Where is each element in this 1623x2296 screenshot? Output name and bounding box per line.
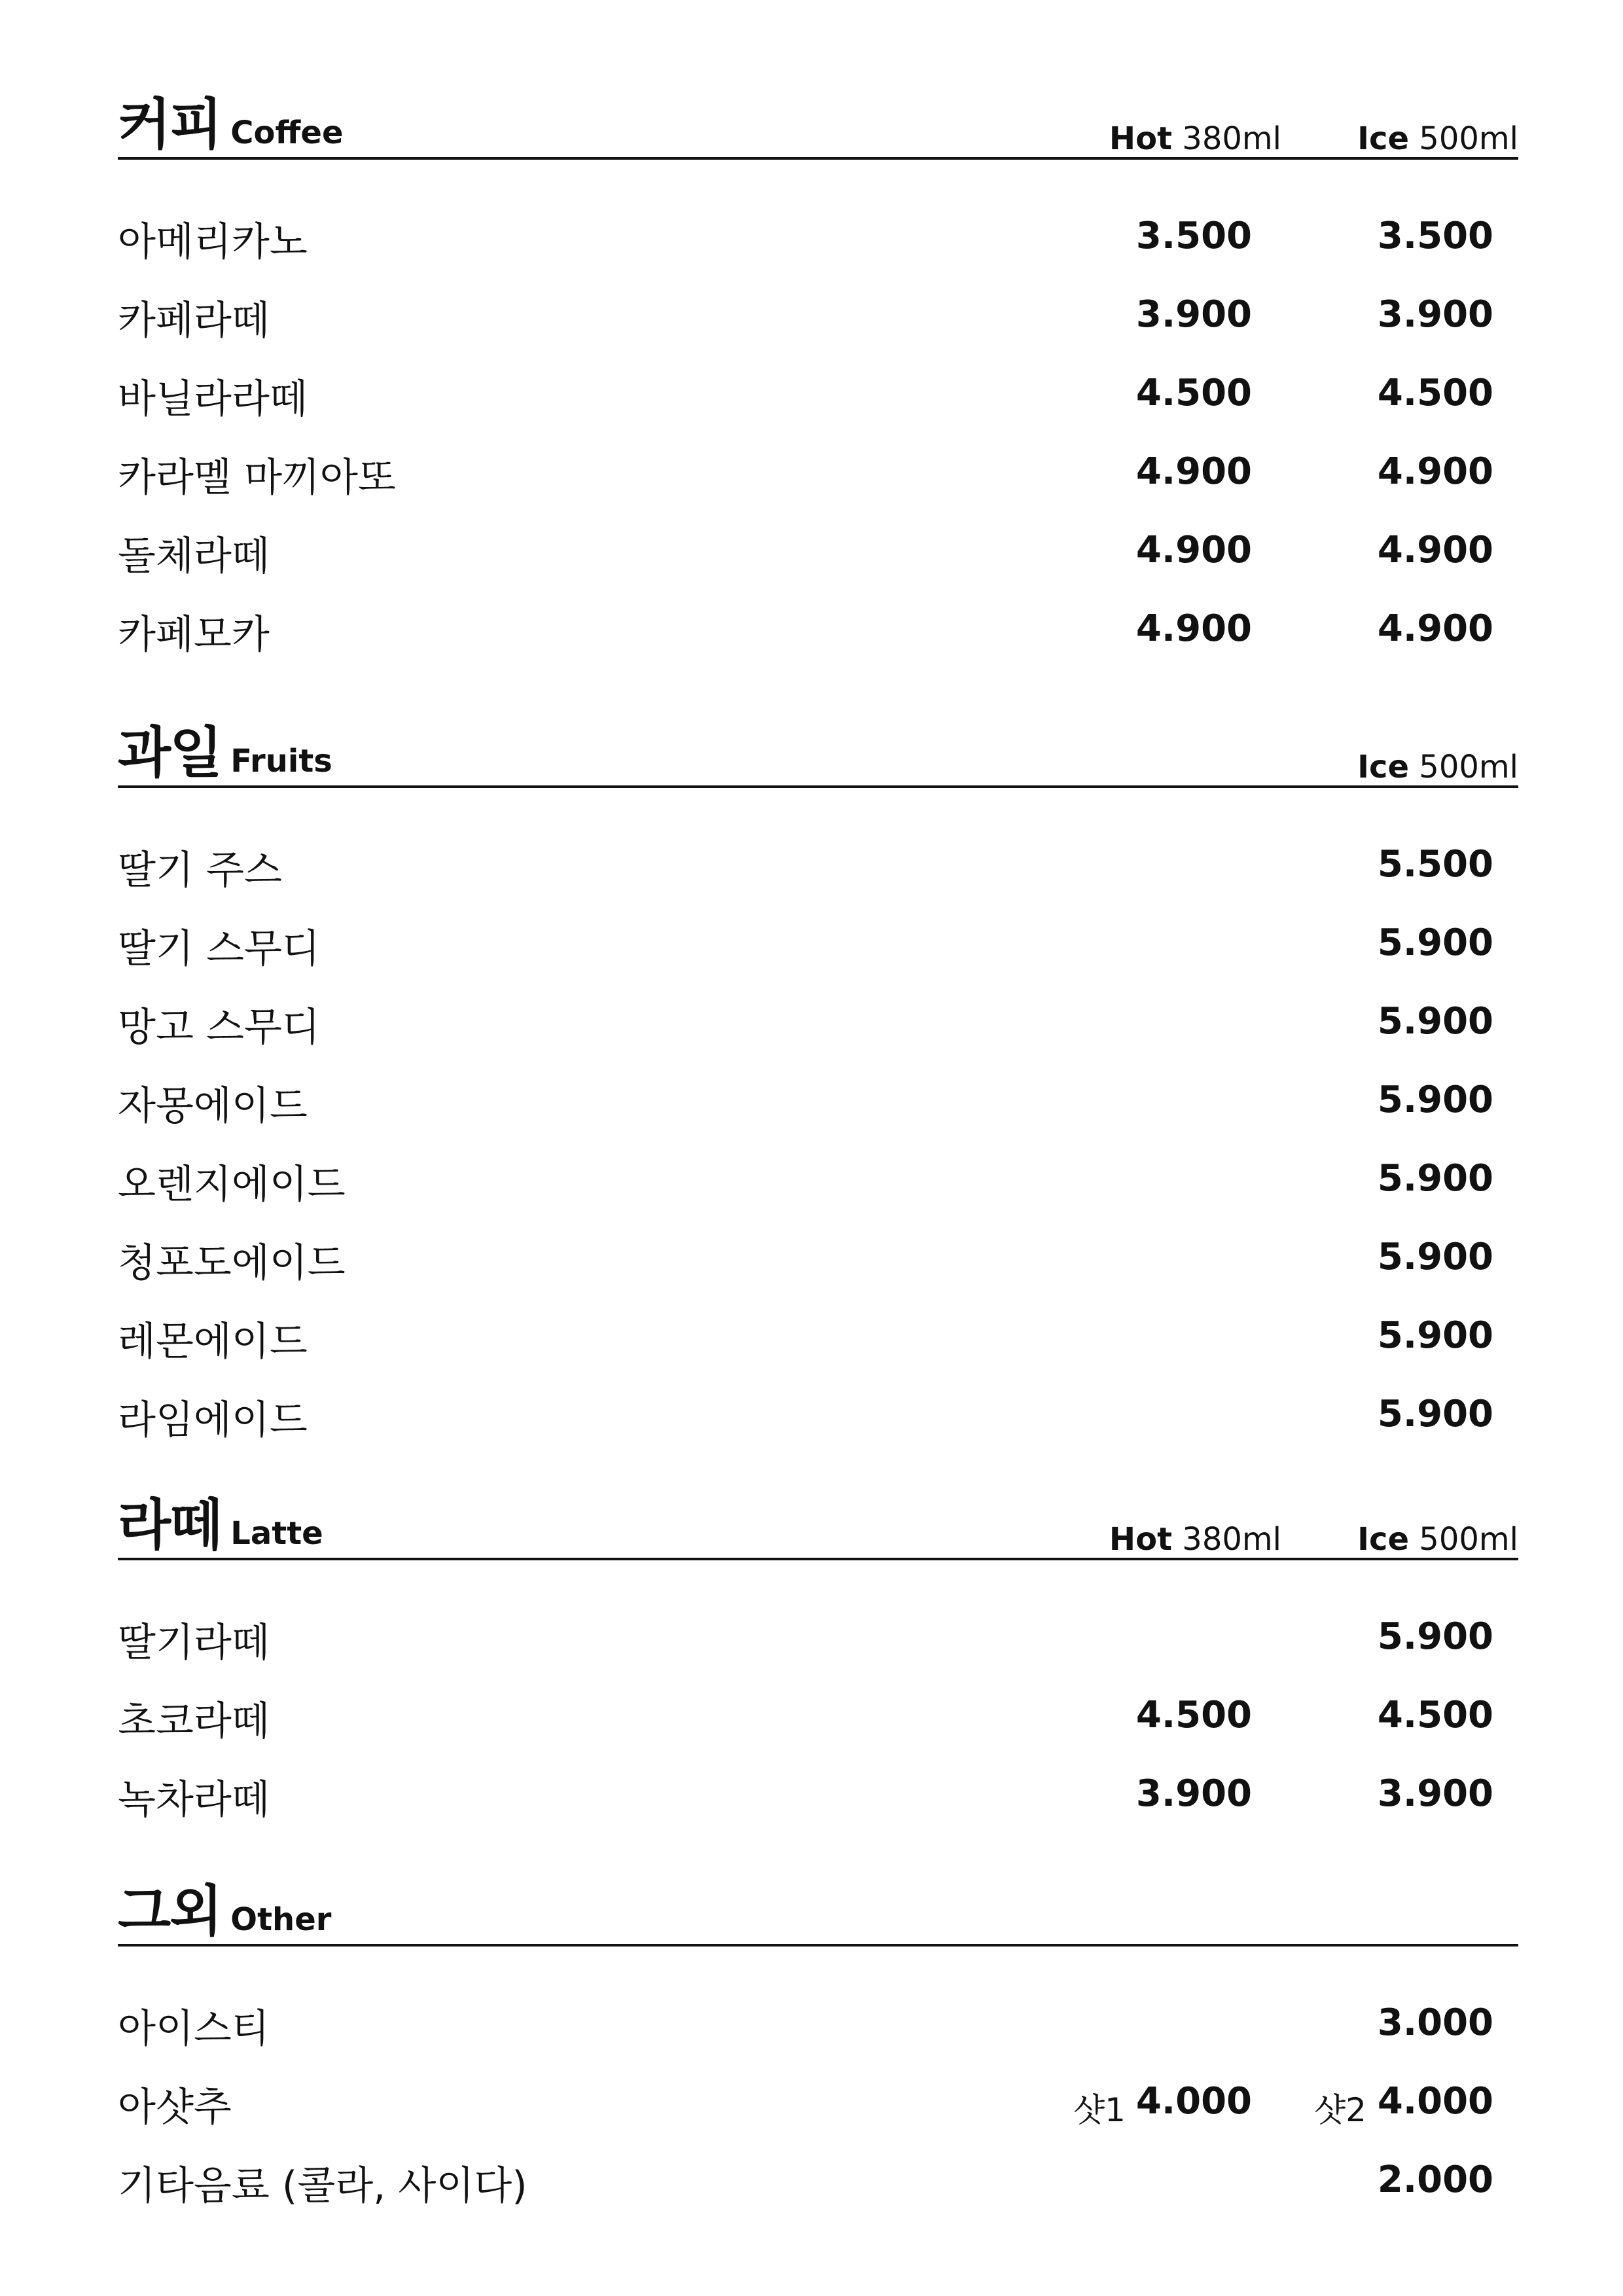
column-kind: Hot [1109, 1521, 1173, 1558]
column-header-ice [1357, 1521, 1518, 1558]
column-kind: Ice [1357, 749, 1410, 785]
menu-row [118, 899, 1518, 978]
menu-row [118, 507, 1518, 585]
price-ice: 4.500 [1377, 372, 1493, 414]
menu-row [118, 350, 1518, 428]
menu-item-name: 아이스티 [118, 2006, 270, 2052]
menu-item-name: 카라멜 마끼아또 [118, 455, 396, 501]
section-title-ko: 라떼 [118, 1493, 222, 1557]
section-latte [118, 1466, 1518, 1829]
menu-row [118, 1056, 1518, 1135]
section-title-en: Other [230, 1901, 332, 1938]
menu-row [118, 1672, 1518, 1750]
menu-item-name: 기타음료 (콜라, 사이다) [118, 2163, 527, 2209]
price-ice: 3.900 [1377, 293, 1493, 336]
price-ice: 5.500 [1377, 843, 1493, 886]
price-hot: 4.500 [1135, 372, 1252, 414]
price-ice: 4.900 [1377, 607, 1493, 650]
column-header-ice [1357, 749, 1518, 785]
price-ice: 5.900 [1377, 1236, 1493, 1278]
menu-item-name: 카페모카 [118, 612, 270, 658]
column-header-hot [1109, 1521, 1281, 1558]
section-title-ko: 과일 [118, 721, 222, 785]
price-ice: 4.000 [1377, 2080, 1493, 2123]
menu-item-name: 아메리카노 [118, 219, 308, 265]
menu-row [118, 1292, 1518, 1371]
column-header-hot [1109, 120, 1281, 157]
menu-row [118, 821, 1518, 899]
section-fruits [118, 694, 1518, 1449]
section-title-en: Latte [230, 1515, 323, 1552]
price-ice: 5.900 [1377, 1079, 1493, 1121]
price-hot: 4.900 [1135, 607, 1252, 650]
menu-list-fruits [118, 821, 1518, 1449]
price-ice: 5.900 [1377, 1157, 1493, 1200]
section-coffee [118, 65, 1518, 664]
menu-row [118, 585, 1518, 664]
column-volume: 380ml [1182, 1521, 1281, 1558]
price-ice: 3.500 [1377, 215, 1493, 257]
menu-row [118, 1213, 1518, 1292]
price-ice: 5.900 [1377, 1393, 1493, 1435]
menu-list-other [118, 1979, 1518, 2215]
menu-item-name: 초코라떼 [118, 1698, 270, 1744]
section-other [118, 1852, 1518, 2215]
menu-row [118, 2136, 1518, 2215]
section-title-latte [118, 1481, 323, 1560]
menu-item-name: 카페라떼 [118, 298, 270, 344]
price-ice: 2.000 [1377, 2159, 1493, 2201]
column-kind: Ice [1357, 1521, 1410, 1558]
price-hot: 4.900 [1135, 529, 1252, 571]
price-hot: 3.900 [1135, 293, 1252, 336]
price-hot: 3.500 [1135, 215, 1252, 257]
menu-item-name: 돌체라떼 [118, 533, 270, 579]
price-ice: 5.900 [1377, 1615, 1493, 1658]
section-header-other [118, 1852, 1518, 1946]
menu-row [118, 1593, 1518, 1672]
price-ice: 5.900 [1377, 1314, 1493, 1357]
menu-row [118, 2058, 1518, 2136]
column-header-ice [1357, 120, 1518, 157]
menu-item-name: 오렌지에이드 [118, 1162, 346, 1208]
section-title-fruits [118, 709, 332, 788]
price-hot: 4.500 [1135, 1694, 1252, 1736]
menu-row [118, 1979, 1518, 2058]
menu-item-name: 딸기라떼 [118, 1620, 270, 1666]
menu-row [118, 1135, 1518, 1213]
menu-row [118, 1371, 1518, 1449]
menu-item-name: 딸기 주스 [118, 848, 282, 893]
section-title-ko: 커피 [118, 92, 222, 156]
price-ice: 5.900 [1377, 922, 1493, 964]
menu-row [118, 978, 1518, 1056]
price-ice: 4.500 [1377, 1694, 1493, 1736]
menu-list-coffee [118, 192, 1518, 664]
price-ice: 4.900 [1377, 450, 1493, 493]
menu-item-name: 레몬에이드 [118, 1319, 308, 1365]
section-header-fruits [118, 694, 1518, 788]
shot-count-label: 샷2 [1313, 2091, 1366, 2129]
menu-item-name: 청포도에이드 [118, 1240, 346, 1286]
column-kind: Hot [1109, 120, 1173, 157]
section-title-coffee [118, 81, 344, 160]
price-ice: 3.900 [1377, 1772, 1493, 1815]
menu-item-name: 자몽에이드 [118, 1083, 308, 1129]
column-volume: 500ml [1419, 120, 1518, 157]
price-ice: 3.000 [1377, 2001, 1493, 2044]
section-header-latte [118, 1466, 1518, 1560]
menu-item-name: 바닐라라떼 [118, 376, 308, 422]
menu-row [118, 192, 1518, 271]
menu-list-latte [118, 1593, 1518, 1829]
column-kind: Ice [1357, 120, 1410, 157]
menu-item-name: 라임에이드 [118, 1397, 308, 1443]
menu-item-name: 녹차라떼 [118, 1777, 270, 1823]
price-hot: 4.000 [1135, 2080, 1252, 2123]
column-volume: 500ml [1419, 749, 1518, 785]
menu-item-name: 딸기 스무디 [118, 926, 320, 972]
menu-item-name: 아샷추 [118, 2085, 232, 2130]
menu-row [118, 428, 1518, 507]
section-title-ko: 그외 [118, 1879, 222, 1943]
price-hot: 4.900 [1135, 450, 1252, 493]
price-hot: 3.900 [1135, 1772, 1252, 1815]
section-title-other [118, 1867, 331, 1946]
section-title-en: Fruits [230, 743, 332, 780]
section-header-coffee [118, 65, 1518, 160]
column-volume: 500ml [1419, 1521, 1518, 1558]
menu-item-name: 망고 스무디 [118, 1005, 320, 1050]
menu-row [118, 1750, 1518, 1829]
price-ice: 4.900 [1377, 529, 1493, 571]
section-title-en: Coffee [230, 115, 344, 151]
shot-count-label: 샷1 [1073, 2091, 1126, 2129]
menu-row [118, 271, 1518, 350]
price-ice: 5.900 [1377, 1000, 1493, 1043]
column-volume: 380ml [1182, 120, 1281, 157]
